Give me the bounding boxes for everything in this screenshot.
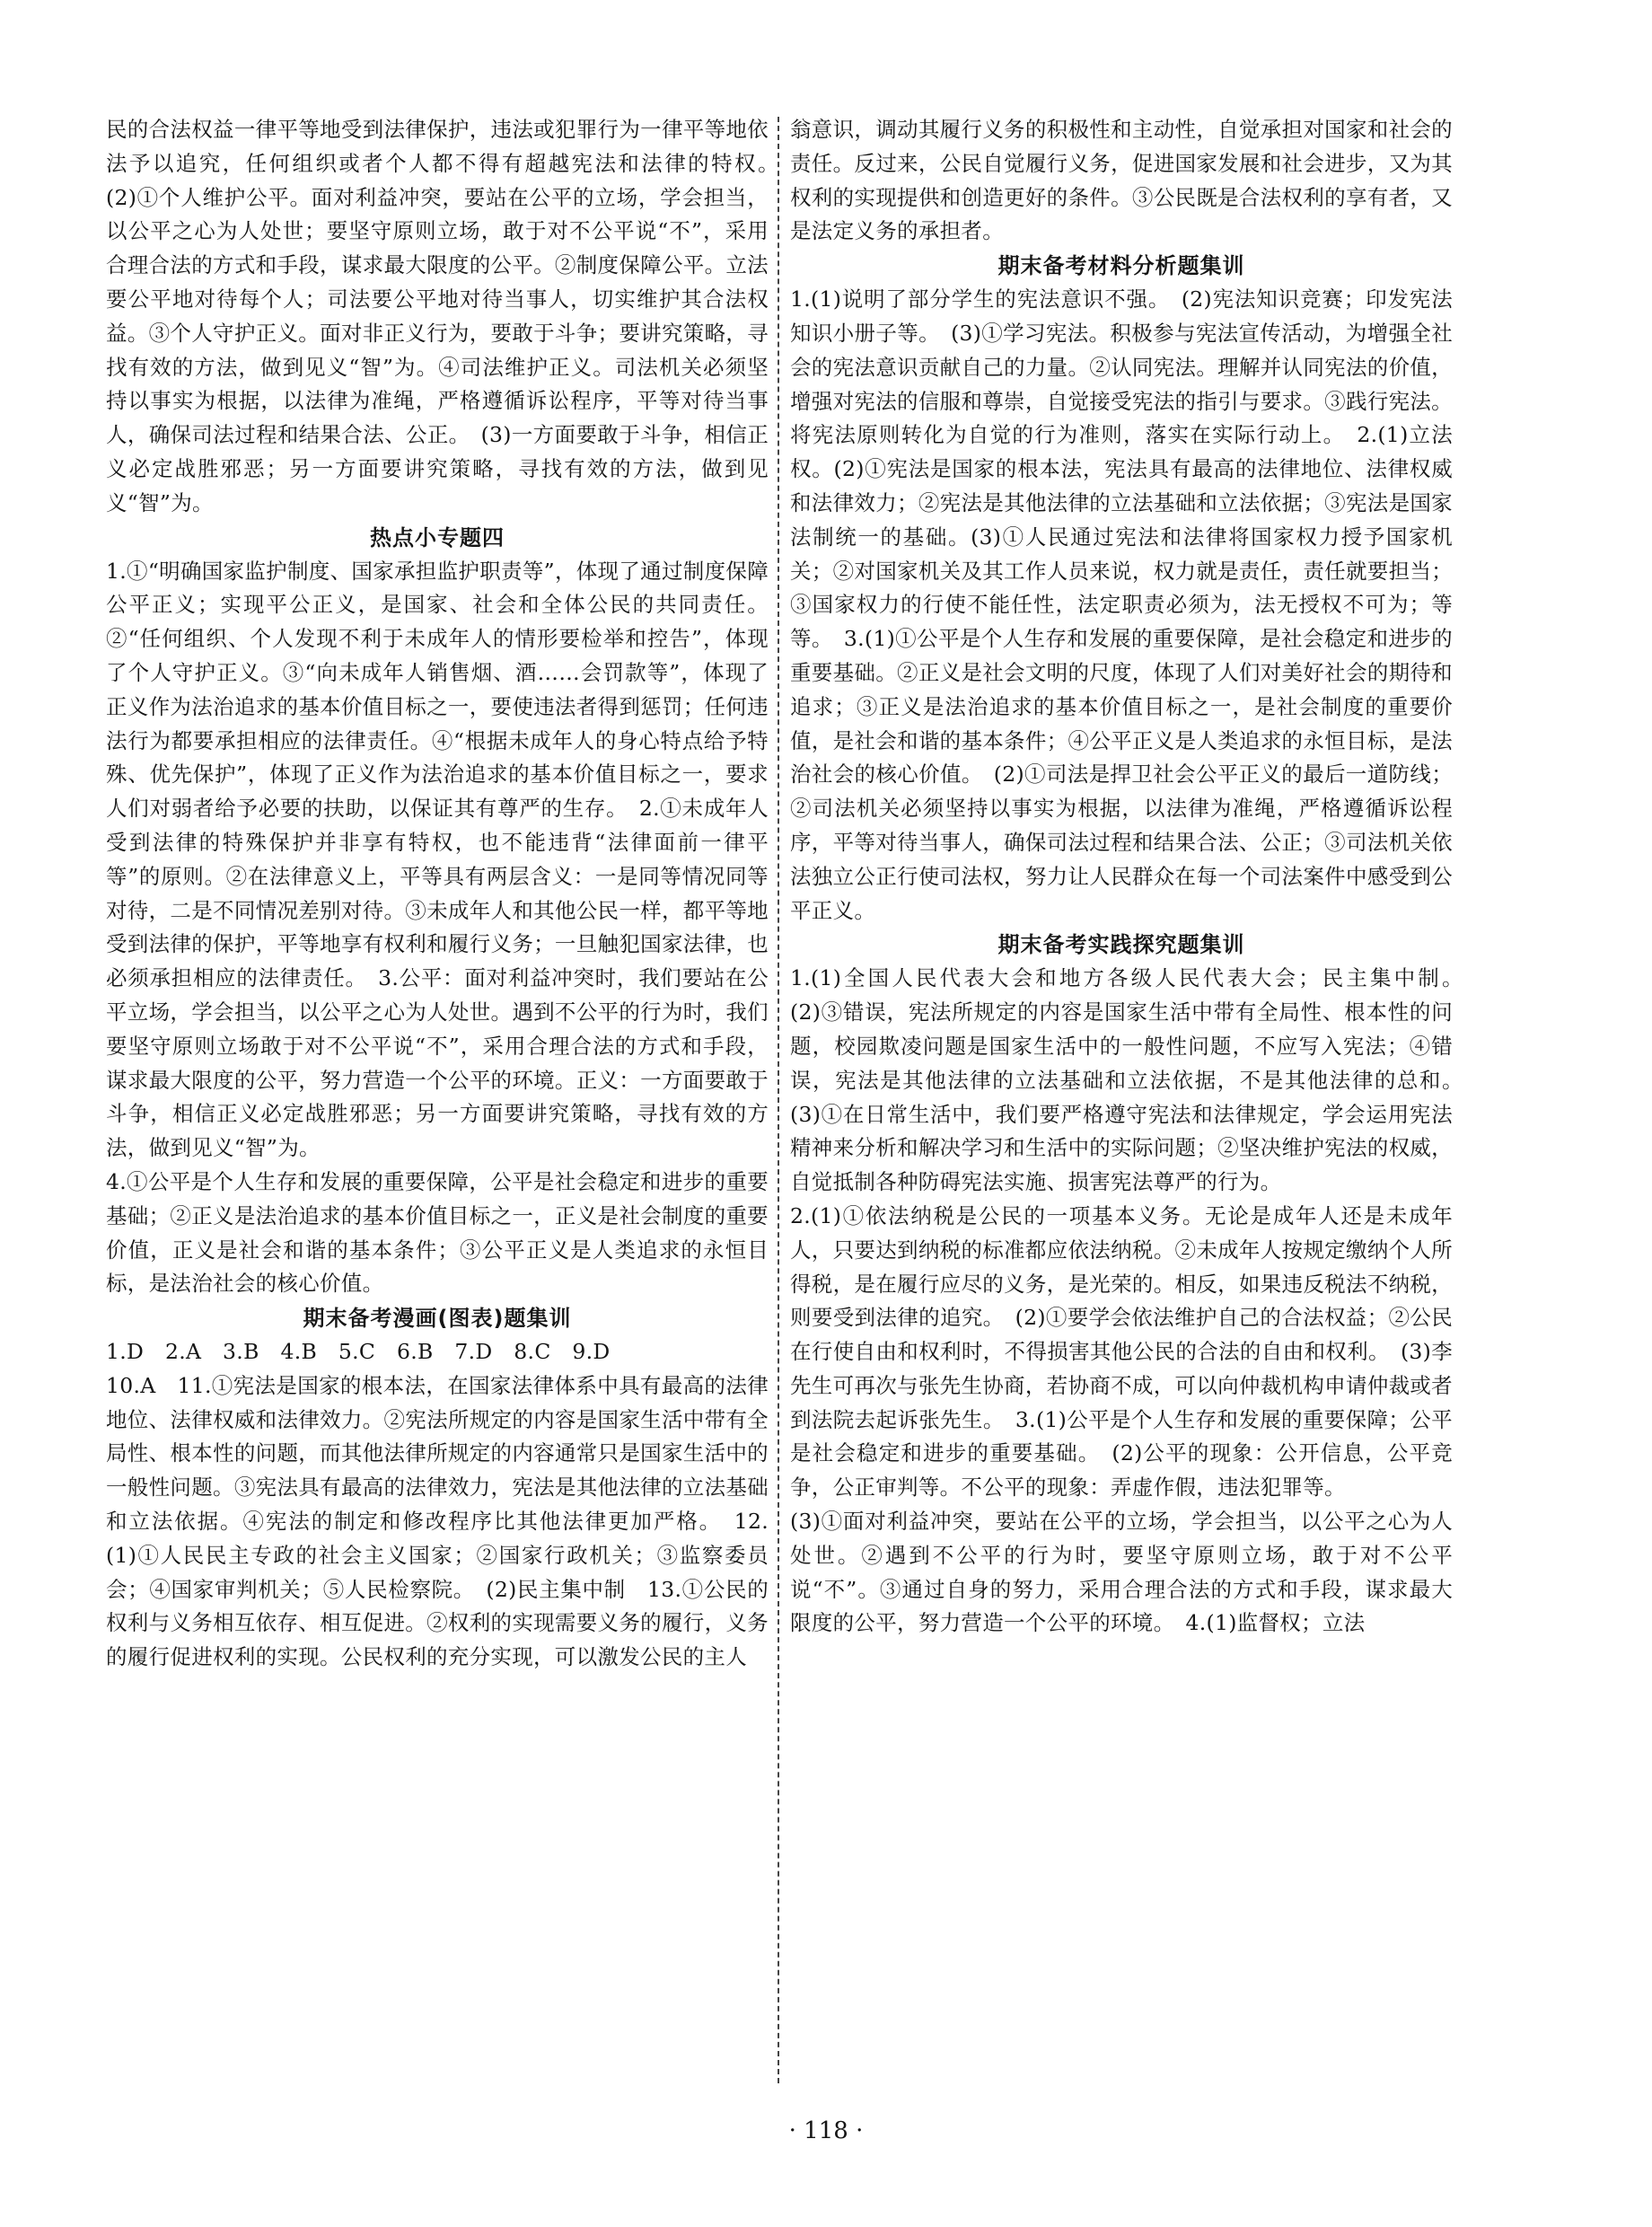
section-heading: 期末备考漫画(图表)题集训 [303, 1306, 572, 1332]
section-heading: 期末备考实践探究题集训 [997, 932, 1245, 958]
answer-paragraph: 1.(1)说明了部分学生的宪法意识不强。 (2)宪法知识竞赛；印发宪法知识小册子等。 (3)①学习宪法。积极参与宪法宣传活动，为增强全社会的宪法意识贡献自己的力量。②认同宪法。理解并认同宪法的价值，增强对宪法的信服和尊崇，自觉接受宪法的指引与要求。③践行宪法。将宪法原则转化为自觉的行为准则，落实在实际行动上。 2.(1)立法权。(2)①宪法是国家的根本法，宪法具有最高的法律地位、法律权威和法律效力；②宪法是其他法律的立法基础和立法依据；③宪法是国家法制统一的基础。(3)①人民通过宪法和法律将国家权力授予国家机关；②对国家机关及其工作人员来说，权力就是责任，责任就要担当；③国家权力的行使不能任性，法定职责必须为，法无授权不可为；等等。 3.(1)①公平是个人生存和发展的重要保障，是社会稳定和进步的重要基础。②正义是社会文明的尺度，体现了人们对美好社会的期待和追求；③正义是法治追求的基本价值目标之一，是社会制度的重要价值，是社会和谐的基本条件；④公平正义是人类追求的永恒目标，是法治社会的核心价值。 (2)①司法是捍卫社会公平正义的最后一道防线；②司法机关必须坚持以事实为根据，以法律为准绳，严格遵循诉讼程序，平等对待当事人，确保司法过程和结果合法、公正；③司法机关依法独立公正行使司法权，努力让人民群众在每一个司法案件中感受到公平正义。 [790, 286, 1453, 923]
left-column [106, 113, 790, 2107]
answer-paragraph: (3)①面对利益冲突，要站在公平的立场，学会担当，以公平之心为人处世。②遇到不公平的行为时，要坚守原则立场，敢于对不公平说“不”。③通过自身的努力，采用合理合法的方式和手段，谋求最大限度的公平，努力营造一个公平的环境。 4.(1)监督权；立法 [790, 1509, 1453, 1636]
answer-paragraph: 1.D 2.A 3.B 4.B 5.C 6.B 7.D 8.C 9.D [106, 1339, 611, 1365]
answer-paragraph: 民的合法权益一律平等地受到法律保护，违法或犯罪行为一律平等地依法予以追究，任何组织或者个人都不得有超越宪法和法律的特权。 (2)①个人维护公平。面对利益冲突，要站在公平的立场，学会担当，以公平之心为人处世；要坚守原则立场，敢于对不公平说“不”，采用合理合法的方式和手段，谋求最大限度的公平。②制度保障公平。立法要公平地对待每个人；司法要公平地对待当事人，切实维护其合法权益。③个人守护正义。面对非正义行为，要敢于斗争；要讲究策略，寻找有效的方法，做到见义“智”为。④司法维护正义。司法机关必须坚持以事实为根据，以法律为准绳，严格遵循诉讼程序，平等对待当事人，确保司法过程和结果合法、公正。 (3)一方面要敢于斗争，相信正义必定战胜邪恶；另一方面要讲究策略，寻找有效的方法，做到见义“智”为。 [106, 117, 790, 515]
page-number: · 118 · [788, 2117, 864, 2144]
column-divider [778, 117, 779, 2083]
section-heading: 热点小专题四 [370, 524, 505, 550]
right-column [790, 113, 1474, 2107]
answer-paragraph: 10.A 11.①宪法是国家的根本法，在国家法律体系中具有最高的法律地位、法律权威和法律效力。②宪法所规定的内容是国家生活中带有全局性、根本性的问题，而其他法律所规定的内容通常只是国家生活中的一般性问题。③宪法具有最高的法律效力，宪法是其他法律的立法基础和立法依据。④宪法的制定和修改程序比其他法律更加严格。 12.(1)①人民民主专政的社会主义国家；②国家行政机关；③监察委员会；④国家审判机关；⑤人民检察院。 (2)民主集中制 13.①公民的权利与义务相互依存、相互促进。②权利的实现需要义务的履行，义务的履行促进权利的实现。公民权利的充分实现，可以激发公民的主人 [106, 1372, 769, 1670]
answer-paragraph: 翁意识，调动其履行义务的积极性和主动性，自觉承担对国家和社会的责任。反过来，公民自觉履行义务，促进国家发展和社会进步，又为其权利的实现提供和创造更好的条件。③公民既是合法权利的享有者，又是法定义务的承担者。 [790, 117, 1453, 244]
section-heading: 期末备考材料分析题集训 [997, 253, 1245, 279]
answer-paragraph: 4.①公平是个人生存和发展的重要保障，公平是社会稳定和进步的重要基础；②正义是法治追求的基本价值目标之一，正义是社会制度的重要价值，正义是社会和谐的基本条件；③公平正义是人类追求的永恒目标，是法治社会的核心价值。 [106, 1168, 769, 1297]
answer-paragraph: 1.①“明确国家监护制度、国家承担监护职责等”，体现了通过制度保障公平正义；实现平公正义，是国家、社会和全体公民的共同责任。②“任何组织、个人发现不利于未成年人的情形要检举和控告”，体现了个人守护正义。③“向未成年人销售烟、酒……会罚款等”，体现了正义作为法治追求的基本价值目标之一，要使违法者得到惩罚；任何违法行为都要承担相应的法律责任。④“根据未成年人的身心特点给予特殊、优先保护”，体现了正义作为法治追求的基本价值目标之一，要求人们对弱者给予必要的扶助，以保证其有尊严的生存。 2.①未成年人受到法律的特殊保护并非享有特权，也不能违背“法律面前一律平等”的原则。②在法律意义上，平等具有两层含义：一是同等情况同等对待，二是不同情况差别对待。③未成年人和其他公民一样，都平等地受到法律的保护，平等地享有权利和履行义务；一旦触犯国家法律，也必须承担相应的法律责任。 3.公平：面对利益冲突时，我们要站在公平立场，学会担当，以公平之心为人处世。遇到不公平的行为时，我们要坚守原则立场敢于对不公平说“不”，采用合理合法的方式和手段，谋求最大限度的公平，努力营造一个公平的环境。正义：一方面要敢于斗争，相信正义必定战胜邪恶；另一方面要讲究策略，寻找有效的方法，做到见义“智”为。 [106, 558, 769, 1161]
answer-paragraph: 2.(1)①依法纳税是公民的一项基本义务。无论是成年人还是未成年人，只要达到纳税的标准都应依法纳税。②未成年人按规定缴纳个人所得税，是在履行应尽的义务，是光荣的。相反，如果违反税法不纳税，则要受到法律的追究。 (2)①要学会依法维护自己的合法权益；②公民在行使自由和权利时，不得损害其他公民的合法的自由和权利。 (3)李先生可再次与张先生协商，若协商不成，可以向仲裁机构申请仲裁或者到法院去起诉张先生。 3.(1)公平是个人生存和发展的重要保障；公平是社会稳定和进步的重要基础。 (2)公平的现象：公开信息，公平竞争，公正审判等。不公平的现象：弄虚作假，违法犯罪等。 [790, 1202, 1453, 1501]
answer-paragraph: 1.(1)全国人民代表大会和地方各级人民代表大会；民主集中制。 (2)③错误，宪法所规定的内容是国家生活中带有全局性、根本性的问题，校园欺凌问题是国家生活中的一般性问题，不应写入宪法；④错误，宪法是其他法律的立法基础和立法依据，不是其他法律的总和。 (3)①在日常生活中，我们要严格遵守宪法和法律规定，学会运用宪法精神来分析和解决学习和生活中的实际问题；②坚决维护宪法的权威，自觉抵制各种防碍宪法实施、损害宪法尊严的行为。 [790, 965, 1474, 1195]
